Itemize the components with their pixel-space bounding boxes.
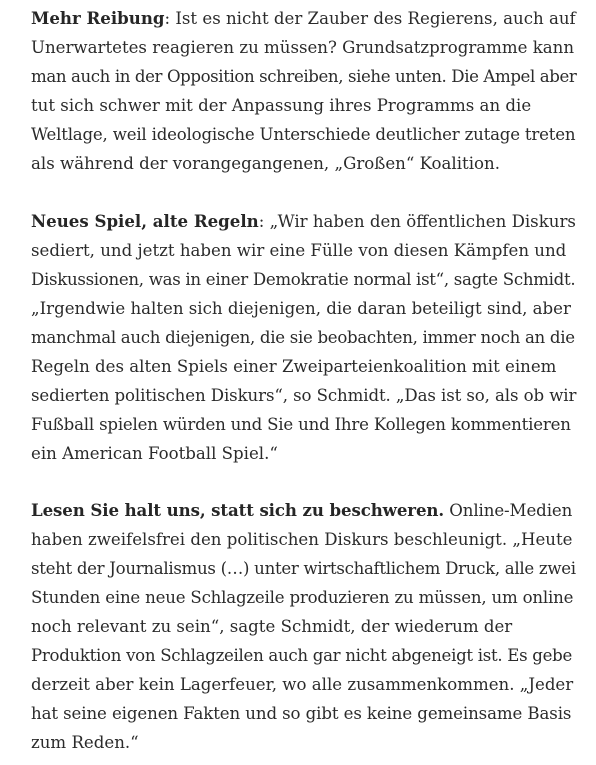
paragraph-line: steht der Journalismus (…) unter wirtschaftlichem Druck, alle zwei [31, 559, 576, 578]
paragraph-line: ein American Football Spiel.“ [31, 444, 278, 463]
paragraph-line: sedierten politischen Diskurs“, so Schmidt. „Das ist so, als ob wir [31, 386, 577, 405]
paragraph-line [31, 496, 576, 525]
paragraph-text: : Ist es nicht der Zauber des Regierens, auch auf [164, 9, 576, 28]
paragraph-line: tut sich schwer mit der Anpassung ihres Programms an die [31, 96, 532, 115]
paragraph-line: Weltlage, weil ideologische Unterschiede deutlicher zutage treten [31, 125, 576, 144]
paragraph-lead-heading: Lesen Sie halt uns, statt sich zu beschweren. [31, 500, 445, 520]
paragraph-line: Stunden eine neue Schlagzeile produzieren zu müssen, um online [31, 588, 574, 607]
paragraph-line: Unerwartetes reagieren zu müssen? Grundsatzprogramme kann [31, 38, 575, 57]
paragraph-line: Diskussionen, was in einer Demokratie normal ist“, sagte Schmidt. [31, 270, 576, 289]
paragraph-line [31, 207, 576, 236]
paragraph-neues-spiel [31, 207, 576, 468]
paragraph-text: Online-Medien [444, 501, 573, 520]
paragraph-line: manchmal auch diejenigen, die sie beobachten, immer noch an die [31, 328, 575, 347]
paragraph-line: Fußball spielen würden und Sie und Ihre Kollegen kommentieren [31, 415, 571, 434]
paragraph-line: sediert, und jetzt haben wir eine Fülle von diesen Kämpfen und [31, 241, 567, 260]
paragraph-line: zum Reden.“ [31, 733, 139, 752]
paragraph-lead-heading: Neues Spiel, alte Regeln [31, 211, 259, 231]
paragraph-line [31, 4, 576, 33]
paragraph-line: als während der vorangegangenen, „Großen“ Koalition. [31, 154, 500, 173]
paragraph-line: hat seine eigenen Fakten und so gibt es keine gemeinsame Basis [31, 704, 572, 723]
paragraph-mehr-reibung [31, 4, 576, 178]
paragraph-line: noch relevant zu sein“, sagte Schmidt, der wiederum der [31, 617, 513, 636]
paragraph-text: : „Wir haben den öffentlichen Diskurs [258, 212, 576, 231]
paragraph-line: man auch in der Opposition schreiben, siehe unten. Die Ampel aber [31, 67, 577, 86]
paragraph-line: Produktion von Schlagzeilen auch gar nicht abgeneigt ist. Es gebe [31, 646, 572, 665]
paragraph-line: haben zweifelsfrei den politischen Diskurs beschleunigt. „Heute [31, 530, 573, 549]
paragraph-line: „Irgendwie halten sich diejenigen, die daran beteiligt sind, aber [31, 299, 571, 318]
paragraph-lead-heading: Mehr Reibung [31, 8, 165, 28]
paragraph-line: Regeln des alten Spiels einer Zweiparteienkoalition mit einem [31, 357, 557, 376]
paragraph-lesen-sie [31, 496, 576, 757]
paragraph-line: derzeit aber kein Lagerfeuer, wo alle zusammenkommen. „Jeder [31, 675, 574, 694]
